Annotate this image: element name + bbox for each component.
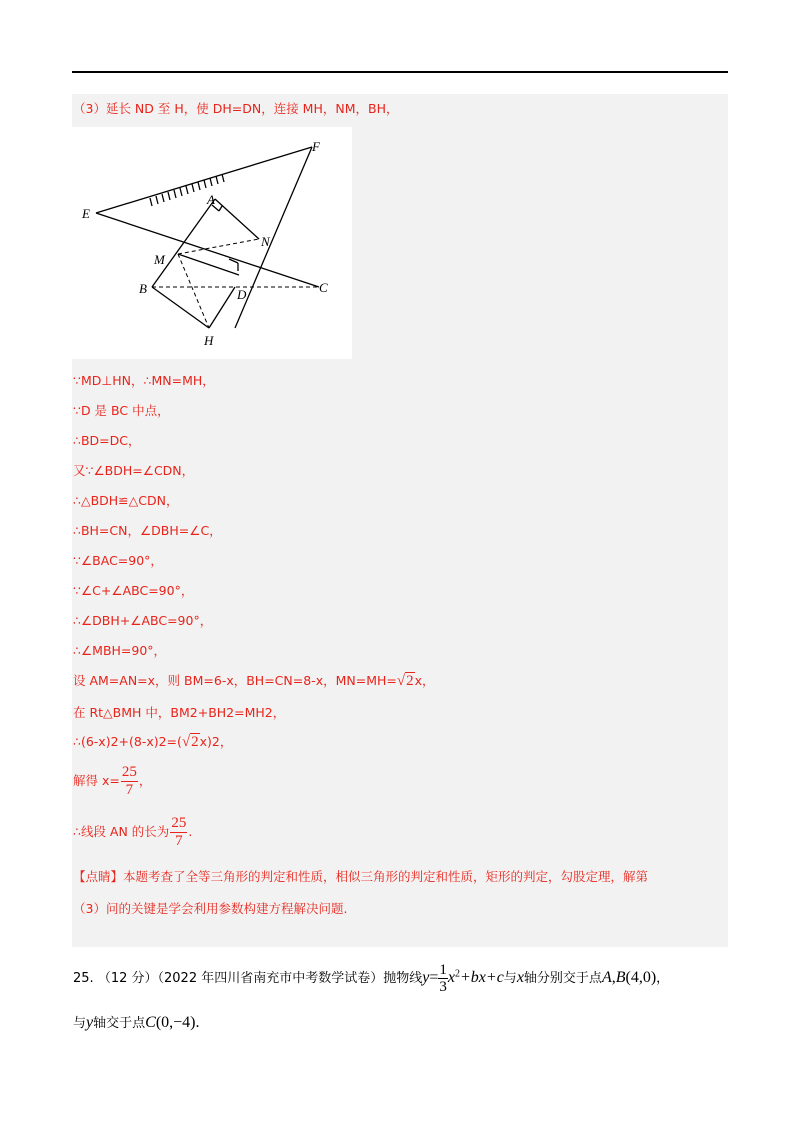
label-n: N [261, 234, 270, 249]
segment-fh [235, 147, 312, 328]
sqrt-2: √2 [396, 673, 414, 689]
segment-hd [209, 287, 235, 328]
ruler-tick [174, 190, 176, 198]
solve-prefix: 解得 x= [73, 773, 120, 788]
right-angle-a2 [219, 206, 222, 211]
segment-ba [152, 199, 215, 287]
question-text-5: 与 [73, 1016, 87, 1031]
question-number: 25. [73, 971, 94, 986]
geometry-figure [72, 127, 352, 359]
var-x: x [447, 969, 455, 986]
question-text-4: ， [656, 971, 670, 986]
equation-suffix: x)2， [199, 734, 233, 749]
comment-line-2: （3）问的关键是学会利用参数构建方程解决问题. [73, 901, 348, 916]
answer-suffix: . [188, 824, 193, 839]
ruler-tick [150, 198, 152, 206]
answer-prefix: ∴线段 AN 的长为 [73, 824, 170, 839]
label-b: B [139, 281, 147, 296]
proof-line-1: ∵MD⊥HN，∴MN=MH， [73, 373, 215, 388]
set-line-prefix: 设 AM=AN=x，则 BM=6-x，BH=CN=8-x，MN=MH= [73, 673, 397, 688]
solve-line [73, 764, 151, 799]
point-b-coords: (4,0) [625, 969, 657, 986]
question-source: （2022 年四川省南充市中考数学试卷） [157, 971, 384, 986]
dashed-mn [178, 239, 259, 254]
bx-plus-c: +bx+c [460, 969, 504, 986]
proof-line-2: ∵D 是 BC 中点， [73, 403, 170, 418]
question-text-3: 轴分别交于点 [523, 971, 602, 986]
equals-sign: = [429, 969, 439, 986]
var-x-axis: x [516, 969, 524, 986]
rt-triangle-line: 在 Rt△BMH 中，BM2+BH2=MH2， [73, 705, 286, 720]
sqrt-2: √2 [181, 734, 199, 750]
comma: , [611, 969, 616, 986]
label-a: A [207, 192, 215, 207]
step3-intro: （3）延长 ND 至 H，使 DH=DN，连接 MH，NM，BH， [73, 101, 399, 116]
question-score: （12 分） [97, 971, 158, 986]
ruler-tick [198, 182, 200, 190]
question-text-1: 抛物线 [383, 971, 423, 986]
ruler-tick [168, 192, 170, 200]
label-e: E [82, 206, 90, 221]
solve-suffix: ， [138, 773, 152, 788]
answer-line [73, 815, 192, 850]
label-f: F [312, 139, 320, 154]
period: . [195, 1014, 200, 1031]
proof-line-10: ∴∠MBH=90°， [73, 643, 167, 658]
question-text-6: 轴交于点 [93, 1016, 146, 1031]
set-variable-line [73, 672, 435, 690]
question-25-line-1 [73, 962, 669, 995]
point-a: A [601, 969, 612, 986]
label-m: M [154, 252, 165, 267]
ruler-tick [156, 196, 158, 204]
fraction-1-3: $\frac{1}{3}$ [439, 962, 447, 995]
ruler-tick [162, 194, 164, 202]
label-h: H [204, 333, 214, 348]
ruler-tick [210, 178, 212, 186]
proof-line-4: 又∵∠BDH=∠CDN， [73, 463, 195, 478]
segment-an [215, 199, 259, 239]
question-text-2: 与 [503, 971, 517, 986]
fraction-25-7: $\frac{25}{7}$ [171, 815, 187, 849]
point-c-coords: (0,−4) [155, 1014, 196, 1031]
ruler-tick [186, 186, 188, 194]
proof-line-9: ∴∠DBH+∠ABC=90°， [73, 613, 213, 628]
proof-line-7: ∵∠BAC=90°， [73, 553, 163, 568]
ruler-tick [222, 174, 224, 182]
label-c: C [319, 280, 328, 295]
ruler-tick [192, 184, 194, 192]
figure-svg [72, 127, 352, 359]
ruler-tick [180, 188, 182, 196]
question-25-line-2 [73, 1012, 200, 1032]
ruler-tick [204, 180, 206, 188]
comment-line-1: 【点睛】本题考查了全等三角形的判定和性质，相似三角形的判定和性质，矩形的判定，勾股定理，解第 [73, 869, 649, 884]
fraction-25-7: $\frac{25}{7}$ [121, 764, 137, 798]
var-y-axis: y [86, 1014, 94, 1031]
label-d: D [237, 287, 247, 302]
var-y: y [422, 969, 430, 986]
proof-line-5: ∴△BDH≌△CDN， [73, 493, 179, 508]
proof-line-6: ∴BH=CN，∠DBH=∠C， [73, 523, 222, 538]
equation-prefix: ∴(6-x)2+(8-x)2=( [73, 734, 182, 749]
top-rule [72, 71, 728, 73]
point-b: B [615, 969, 626, 986]
ruler-tick [216, 176, 218, 184]
proof-line-3: ∴BD=DC， [73, 433, 141, 448]
point-c: C [145, 1014, 156, 1031]
set-line-suffix: x， [414, 673, 435, 688]
proof-line-8: ∵∠C+∠ABC=90°， [73, 583, 194, 598]
segment-ec [96, 213, 319, 287]
exponent-2: 2 [455, 968, 460, 980]
equation-line [73, 733, 232, 751]
